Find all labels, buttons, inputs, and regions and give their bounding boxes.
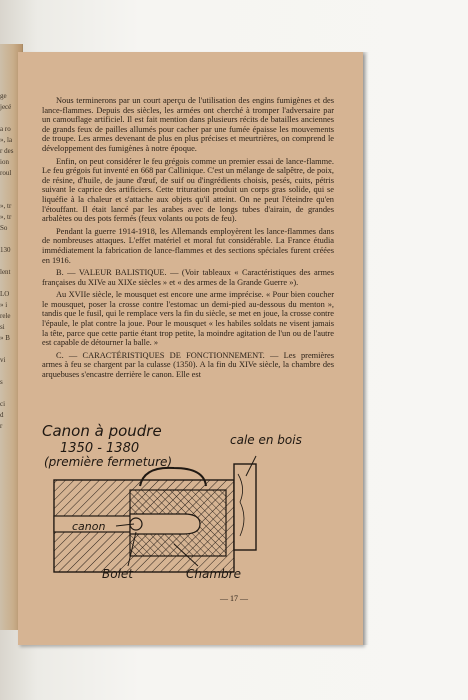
page-shadow bbox=[363, 52, 369, 645]
left-page-fragment: rele bbox=[0, 312, 11, 320]
label-chambre: Chambre bbox=[186, 567, 241, 581]
paragraph-valeur-balistique: B. — VALEUR BALISTIQUE. — (Voir tableaux « Caractéristiques des armes françaises du XIVe au XIXe siècles » et « des armes de la Grande Guerre »). bbox=[42, 268, 334, 287]
paragraph-mousquet: Au XVIIe siècle, le mousquet est encore une arme imprécise. « Pour bien coucher le mousquet, poser la crosse contre l'estomac un demi-pied au-dessous du menton », tandis que le fusil, qui le remplace vers la fin du siècle, se met en joue, la crosse contre l'épaule, le plat contre la joue. Pour le mousquet « les habiles soldats ne visent jamais la tête, parce que cette partie étant trop petite, la moindre agitation de l'un ou de l'autre est capable de détourner la balle. » bbox=[42, 290, 334, 348]
paragraph-guerre: Pendant la guerre 1914-1918, les Allemands employèrent les lance-flammes dans de nombreuses attaques. L'effet matériel et moral fut considérable. La France étudia immédiatement la fabrication de lance-flammes et des sections spéciales furent créées en 1916. bbox=[42, 226, 334, 265]
left-page-fragment: », tr bbox=[0, 202, 12, 210]
left-page-fragment: So bbox=[0, 224, 8, 232]
body-text bbox=[42, 96, 334, 383]
left-page-fragment: a ro bbox=[0, 125, 11, 133]
label-canon: canon bbox=[72, 520, 106, 533]
left-page-fragment: », la bbox=[0, 136, 13, 144]
left-page-fragment: s bbox=[0, 378, 3, 386]
paragraph-fonctionnement: C. — CARACTÉRISTIQUES DE FONCTIONNEMENT. — Les premières armes à feu se chargent par la culasse (1350). A la fin du XIVe siècle, la chambre des arquebuses s'encastre derrière le canon. Elle est bbox=[42, 350, 334, 380]
left-page-fragment: si bbox=[0, 323, 5, 331]
page-number: — 17 — bbox=[220, 594, 248, 603]
left-page-fragment: r des bbox=[0, 147, 14, 155]
left-page-fragment: » B bbox=[0, 334, 10, 342]
diagram-subtitle: (première fermeture) bbox=[44, 455, 173, 469]
paragraph-feu-gregois: Enfin, on peut considérer le feu grégois comme un premier essai de lance-flamme. Le feu grégois fut inventé en 668 par Callinique. C'est un mélange de salpêtre, de poix, de résine, d'huile, de jaune d'œuf, de suif ou d'ingrédients choisis, pesés, cuits, pétris suivant le caprice des artificiers. Cette trituration produit un corps gras solide, qui se liquéfie à la chaleur et s'attache aux objets qu'il atteint. On ne peut l'éteindre qu'en l'étouffant. Il était lancé par les arabes avec de longs tubes d'airain, de grandes arbalètes ou des pots fermés (feux volants ou pots de feu). bbox=[42, 156, 334, 224]
left-page-fragment: » i bbox=[0, 301, 8, 309]
left-page-fragment: r bbox=[0, 422, 3, 430]
paragraph-fumigenes: Nous terminerons par un court aperçu de l'utilisation des engins fumigènes et des lance-flammes. Depuis des siècles, les armées ont cherché à tromper l'adversaire par un camouflage artificiel. Il est fait mention dans plusieurs récits de batailles anciennes de grands feux de pailles allumés pour cacher par une fumée épaisse les mouvements de troupe. Les armes devenant de plus en plus précises et meurtrières, on comprend le développement des fumigènes à notre époque. bbox=[42, 96, 334, 153]
left-page-fragment: ion bbox=[0, 158, 9, 166]
left-page-fragment: roul bbox=[0, 169, 12, 177]
left-page-fragment: LO bbox=[0, 290, 10, 298]
canon-diagram bbox=[34, 418, 334, 588]
left-page-fragment: jecé bbox=[0, 103, 12, 111]
left-page-fragment: ci bbox=[0, 400, 6, 408]
left-page-fragment: », tr bbox=[0, 213, 12, 221]
left-page-fragment: lent bbox=[0, 268, 11, 276]
diagram-dates: 1350 - 1380 bbox=[60, 441, 140, 456]
left-page-fragment: vi bbox=[0, 356, 6, 364]
label-cale: cale en bois bbox=[230, 433, 302, 447]
left-page-fragment: 130 bbox=[0, 246, 11, 254]
diagram-title: Canon à poudre bbox=[42, 422, 162, 440]
label-boulet: Bolet bbox=[102, 567, 133, 581]
left-page-fragment: ge bbox=[0, 92, 7, 100]
left-page-fragment: d bbox=[0, 411, 4, 419]
